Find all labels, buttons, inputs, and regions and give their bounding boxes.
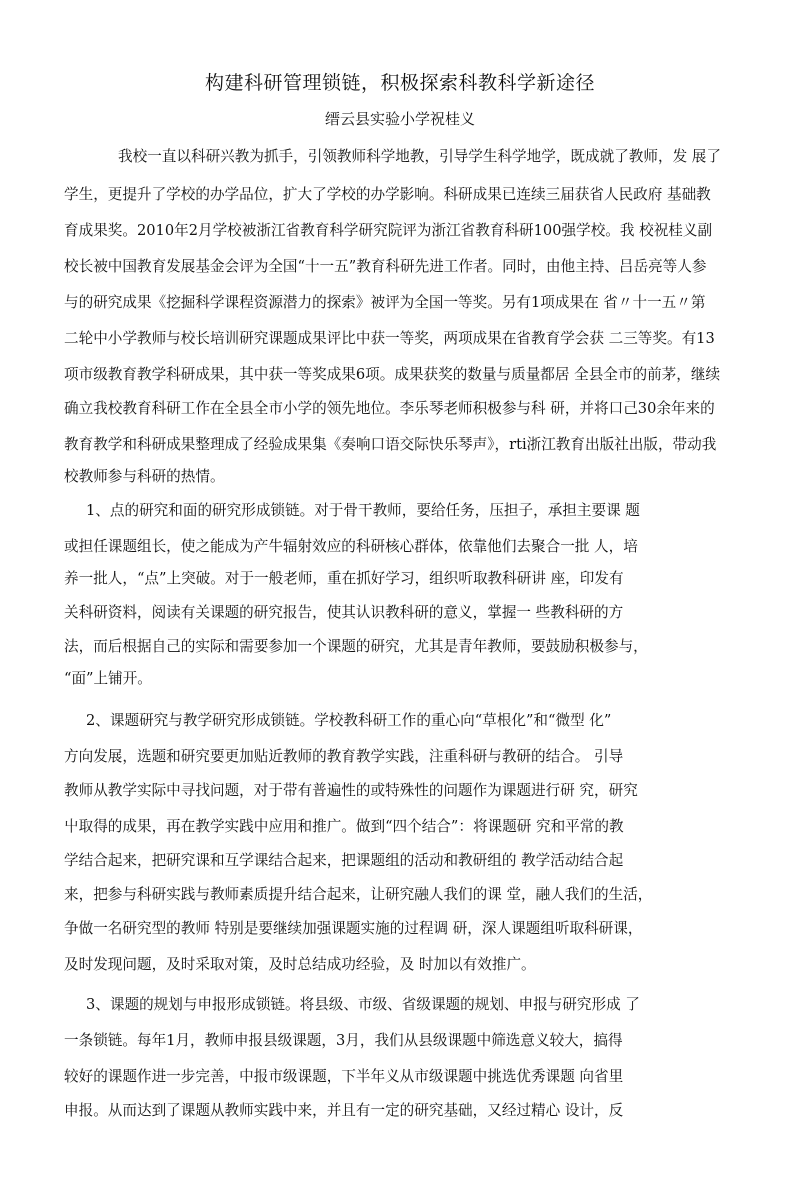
body-line: 项市级教育教学科研成果，其中获一等奖成果6项。成果获奖的数量与质量都居 全县全市的前茅，继续	[64, 366, 721, 383]
body-line: 2、课题研究与教学研究形成锁链。学校教科研工作的重心向“草根化”和“微型 化”	[86, 712, 612, 729]
body-line: 关科研资料，阅读有关课题的研究报告，使其认识教科研的意义，掌握一 些教科研的方	[64, 604, 624, 621]
body-line: 与的研究成果《挖掘科学课程资源潜力的探索》被评为全国一等奖。另有1项成果在 省〃十一五〃第	[64, 294, 706, 311]
body-line: 申报。从而达到了课题从教师实践中来，并且有一定的研究基础，又经过精心 设计，反	[64, 1102, 624, 1119]
body-line: 育成果奖。2010年2月学校被浙江省教育科学研究院评为浙江省教育科研100强学校。我 校祝桂义副	[64, 222, 713, 239]
body-line: 校教师参与科研的热情。	[64, 468, 225, 485]
body-line: 及时发现问题，及时采取对策，及时总结成功经验，及 时加以有效推广。	[64, 956, 536, 973]
body-line: 来，把参与科研实践与教师素质提升结合起来，让研究融人我们的课 堂，融人我们的生活，	[64, 886, 653, 903]
body-line: 校长被中国教育发展基金会评为全国“十一五”教育科研先进工作者。同时，由他主持、吕岳亮等人参	[64, 258, 707, 275]
body-line: 学结合起来，把研究课和互学课结合起来，把课题组的活动和教研组的 教学活动结合起	[64, 852, 624, 869]
body-line: 学生，更提升了学校的办学品位，扩大了学校的办学影响。科研成果已连续三届获省人民政府 基础教	[64, 186, 711, 203]
body-line: 教师从教学实际中寻找问题，对于带有普遍性的或特殊性的问题作为课题进行研 究，研究	[64, 782, 638, 799]
document-author: 缙云县实验小学祝桂义	[324, 110, 475, 128]
document-title: 构建科研管理锁链，积极探索科教科学新途径	[204, 72, 595, 94]
body-line: 我校一直以科研兴教为抓手，引领教师科学地教，引导学生科学地学，既成就了教师，发 展了	[118, 148, 721, 165]
body-line: 确立我校教育科研工作在全县全市小学的领先地位。李乐琴老师积极参与科 研，并将口己30余年来的	[64, 400, 715, 417]
body-line: 3、课题的规划与申报形成锁链。将县级、市级、省级课题的规划、申报与研究形成 了	[86, 996, 640, 1013]
body-line: 较好的课题作进一步完善，中报市级课题，下半年义从市级课题中挑选优秀课题 向省里	[64, 1068, 624, 1085]
body-line: 二轮中小学教师与校长培训研究课题成果评比中获一等奖，两项成果在省教育学会获 二三等奖。有13	[64, 330, 715, 347]
body-line: 1、点的研究和面的研究形成锁链。对于骨干教师，要给任务，压担子，承担主要课 题	[86, 502, 640, 519]
body-line: 养一批人，“点”上突破。对于一般老师，重在抓好学习，组织听取教科研讲 座，印发有	[64, 570, 624, 587]
body-line: “面”上铺开。	[64, 670, 152, 687]
body-line: 争做一名研究型的教师 特别是要继续加强课题实施的过程调 研，深人课题组听取科研课，	[64, 920, 643, 937]
body-line: 一条锁链。每年1月，教师申报县级课题，3月，我们从县级课题中筛选意义较大，搞得	[64, 1032, 623, 1049]
body-line: 或担任课题组长，使之能成为产牛辐射效应的科研核心群体，依靠他们去聚合一批 人，培	[64, 538, 638, 555]
body-line: 法，而后根据自己的实际和需要参加一个课题的研究，尤其是青年教师，要鼓励积极参与，	[64, 638, 648, 655]
body-line: 教育教学和科研成果整理成了经验成果集《奏响口语交际快乐琴声》，rti浙江教育出版社出版，带动我	[64, 436, 717, 453]
body-line: 屮取得的成果，再在教学实践中应用和推广。做到“四个结合”：将课题研 究和平常的教	[64, 818, 624, 835]
body-line: 方向发展，选题和研究要更加贴近教师的教育教学实践，注重科研与教研的结合。 引导	[64, 748, 624, 765]
